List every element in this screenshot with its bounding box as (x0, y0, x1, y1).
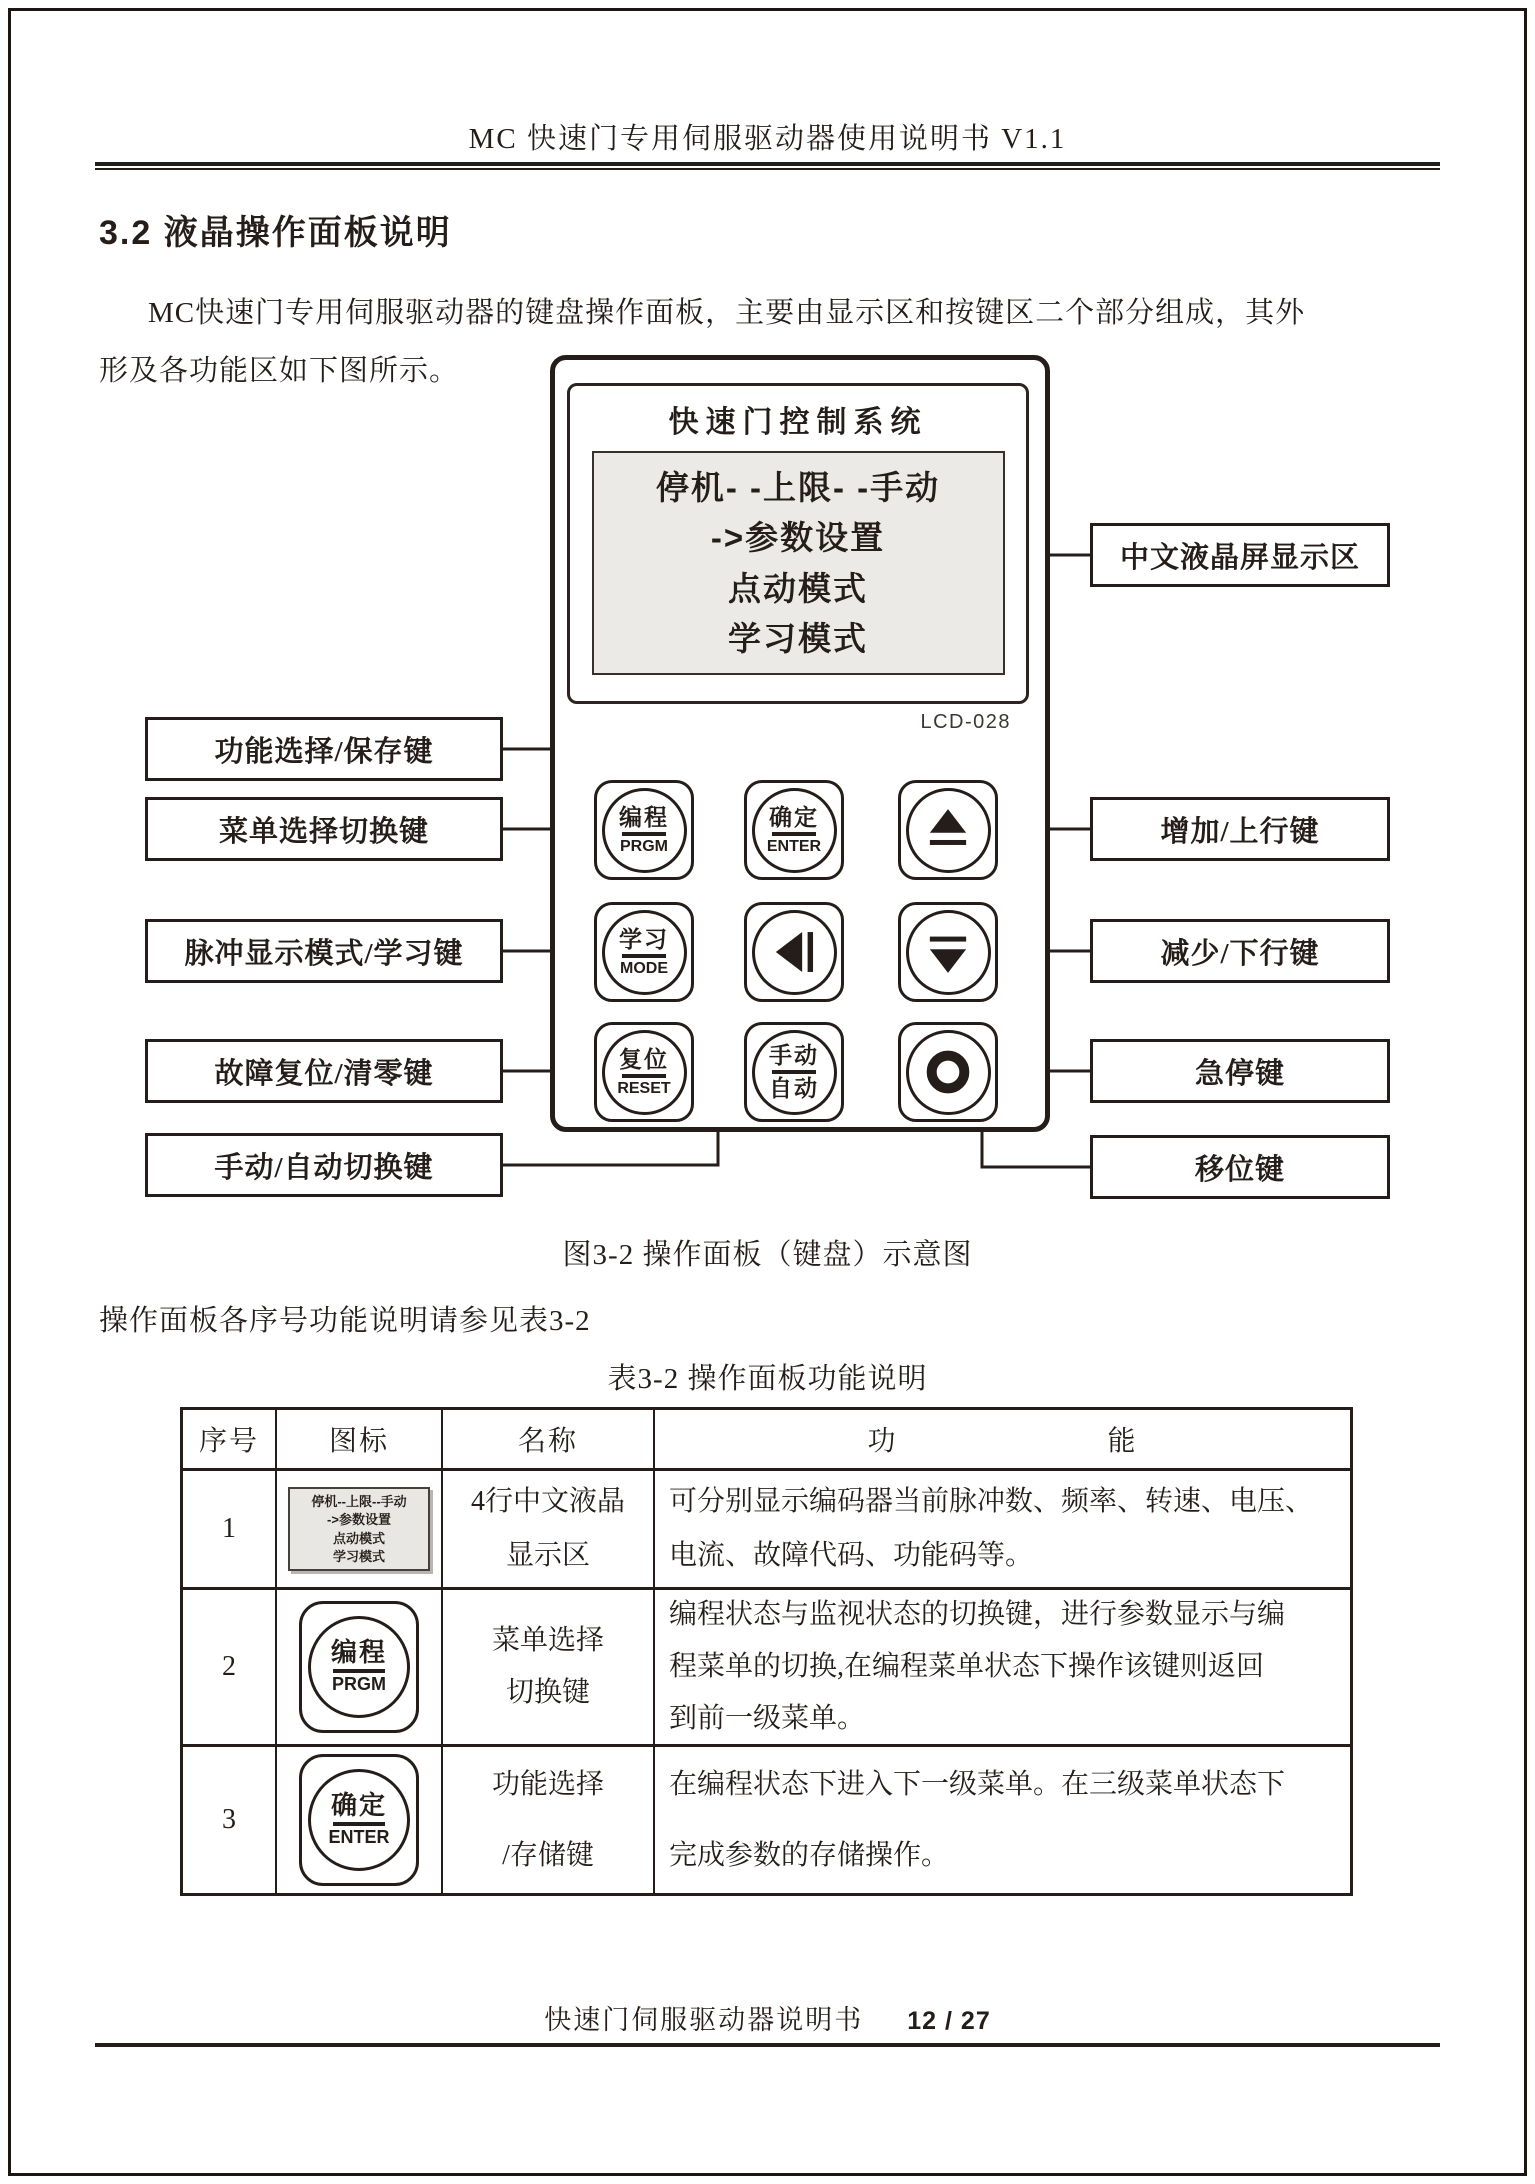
table-header-name: 名称 (443, 1410, 655, 1471)
doc-header-title: MC 快速门专用伺服驱动器使用说明书 V1.1 (468, 123, 1067, 155)
key-enter-cn: 确定 (769, 804, 819, 830)
table-cell-seq-3: 3 (183, 1747, 277, 1893)
mini-lcd-icon (288, 1487, 430, 1571)
table-cell-icon-3 (277, 1747, 443, 1893)
name-2-line-1: 菜单选择 (491, 1625, 604, 1656)
label-decrease-down: 减少/下行键 (1090, 919, 1390, 983)
table-intro: 操作面板各序号功能说明请参见表3-2 (99, 1305, 591, 1337)
prgm-key-icon-circle (308, 1616, 410, 1718)
label-menu-switch: 菜单选择切换键 (145, 797, 503, 861)
key-manual-auto (744, 1022, 844, 1122)
label-func-save: 功能选择/保存键 (145, 717, 503, 781)
prgm-key-icon-bar (333, 1669, 385, 1673)
lcd-title: 快速门控制系统 (668, 406, 928, 439)
eject-up-icon (909, 791, 987, 869)
key-stop-circle (906, 1030, 991, 1115)
func-2-line-1: 编程状态与监视状态的切换键，进行参数显示与编 (669, 1599, 1286, 1630)
key-manual-auto-bar (772, 1070, 816, 1074)
key-prgm-bar (622, 832, 666, 836)
key-reset-en: RESET (617, 1079, 671, 1097)
footer-rule (95, 2043, 1440, 2047)
func-3-line-1: 在编程状态下进入下一级菜单。在三级菜单状态下 (669, 1769, 1286, 1800)
key-reset-bar (622, 1074, 666, 1078)
table-cell-name-3 (443, 1747, 655, 1893)
label-shift-key: 移位键 (1090, 1135, 1390, 1199)
name-3-line-1: 功能选择 (491, 1769, 604, 1800)
key-down-circle (906, 910, 991, 995)
key-enter-circle (752, 788, 837, 873)
footer-page-number: 12 / 27 (907, 2007, 991, 2035)
label-lcd-display-area: 中文液晶屏显示区 (1090, 523, 1390, 587)
key-mode-bar (622, 954, 666, 958)
lcd-screen (592, 451, 1005, 675)
key-up (898, 780, 998, 880)
table-cell-icon-2 (277, 1590, 443, 1747)
prgm-key-icon-en: PRGM (332, 1674, 386, 1695)
table-cell-func-3 (655, 1747, 1350, 1893)
key-prgm-en: PRGM (620, 837, 668, 855)
key-down (898, 902, 998, 1002)
enter-key-icon (299, 1754, 419, 1886)
func-1-line-1: 可分别显示编码器当前脉冲数、频率、转速、电压、 (669, 1486, 1314, 1517)
key-mode-en: MODE (620, 959, 668, 977)
key-enter (744, 780, 844, 880)
mini-lcd-line-2: ->参数设置 (327, 1512, 391, 1528)
figure-caption: 图3-2 操作面板（键盘）示意图 (562, 1239, 973, 1271)
name-1-line-1: 4行中文液晶 (470, 1486, 625, 1517)
key-enter-en: ENTER (766, 837, 822, 855)
key-shift (744, 902, 844, 1002)
name-3-line-2: /存储键 (502, 1840, 594, 1871)
enter-key-icon-cn: 确定 (330, 1790, 387, 1820)
mini-lcd-line-4: 学习模式 (332, 1549, 385, 1565)
table-header-func: 功 能 (655, 1410, 1350, 1471)
down-arrow-icon (909, 913, 987, 991)
table-cell-seq-2: 2 (183, 1590, 277, 1747)
key-manual-auto-top: 手动 (769, 1042, 819, 1068)
name-1-line-2: 显示区 (505, 1540, 590, 1571)
mini-lcd-line-3: 点动模式 (332, 1530, 385, 1546)
table-header-icon: 图标 (277, 1410, 443, 1471)
key-prgm-circle (602, 788, 687, 873)
section-title: 3.2 液晶操作面板说明 (99, 214, 452, 252)
footer-title: 快速门伺服驱动器说明书 (544, 2005, 864, 2035)
lcd-model-label: LCD-028 (920, 711, 1011, 733)
left-triangle-bar-icon (755, 913, 833, 991)
function-table (180, 1407, 1353, 1896)
table-caption: 表3-2 操作面板功能说明 (607, 1363, 928, 1395)
label-increase-up: 增加/上行键 (1090, 797, 1390, 861)
key-shift-circle (752, 910, 837, 995)
table-cell-func-2 (655, 1590, 1350, 1747)
key-reset-circle (602, 1030, 687, 1115)
key-manual-auto-bottom: 自动 (769, 1076, 819, 1101)
table-cell-seq-1: 1 (183, 1471, 277, 1590)
func-3-line-2: 完成参数的存储操作。 (669, 1840, 950, 1871)
body-paragraph-line-1: MC快速门专用伺服驱动器的键盘操作面板，主要由显示区和按键区二个部分组成，其外 (148, 297, 1306, 329)
key-stop (898, 1022, 998, 1122)
func-1-line-2: 电流、故障代码、功能码等。 (669, 1540, 1034, 1571)
table-header-seq: 序号 (183, 1410, 277, 1471)
name-2-line-2: 切换键 (505, 1677, 590, 1708)
func-2-line-2: 程菜单的切换,在编程菜单状态下操作该键则返回 (669, 1651, 1265, 1682)
lcd-line-3: 点动模式 (728, 569, 868, 607)
prgm-key-icon (299, 1601, 419, 1733)
label-fault-reset-clear: 故障复位/清零键 (145, 1039, 503, 1103)
enter-key-icon-en: ENTER (328, 1827, 390, 1848)
lcd-bezel (567, 383, 1029, 704)
body-paragraph-line-2: 形及各功能区如下图所示。 (99, 355, 460, 387)
key-prgm (594, 780, 694, 880)
key-up-circle (906, 788, 991, 873)
lcd-line-1: 停机- -上限- -手动 (655, 468, 941, 506)
lcd-line-2: ->参数设置 (710, 519, 886, 557)
header-rule (95, 162, 1440, 170)
key-mode (594, 902, 694, 1002)
label-pulse-mode-learn: 脉冲显示模式/学习键 (145, 919, 503, 983)
page-footer (95, 1998, 1440, 2037)
prgm-key-icon-cn: 编程 (330, 1637, 387, 1667)
key-enter-bar (772, 832, 816, 836)
key-manual-auto-circle (752, 1030, 837, 1115)
func-2-line-3: 到前一级菜单。 (669, 1703, 866, 1734)
table-cell-name-1 (443, 1471, 655, 1590)
key-prgm-cn: 编程 (619, 804, 669, 830)
control-panel (550, 355, 1050, 1132)
enter-key-icon-circle (308, 1769, 410, 1871)
enter-key-icon-bar (333, 1822, 385, 1826)
key-mode-circle (602, 910, 687, 995)
table-cell-name-2 (443, 1590, 655, 1747)
label-manual-auto-switch: 手动/自动切换键 (145, 1133, 503, 1197)
table-cell-func-1 (655, 1471, 1350, 1590)
header-rule-thin (95, 168, 1440, 170)
table-cell-icon-1 (277, 1471, 443, 1590)
ring-icon (909, 1033, 987, 1111)
header-rule-thick (95, 162, 1440, 166)
lcd-line-4: 学习模式 (728, 620, 868, 658)
key-reset (594, 1022, 694, 1122)
key-mode-cn: 学习 (619, 926, 669, 952)
mini-lcd-line-1: 停机--上限--手动 (311, 1493, 407, 1509)
key-reset-cn: 复位 (619, 1046, 669, 1072)
label-emergency-stop: 急停键 (1090, 1039, 1390, 1103)
